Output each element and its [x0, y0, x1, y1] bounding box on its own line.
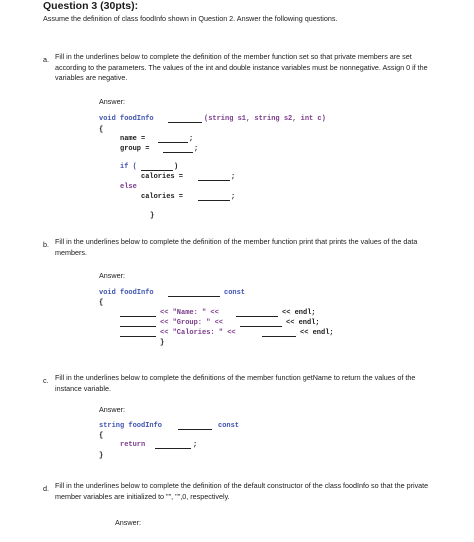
part-a-calories-assign-2: calories = — [141, 193, 184, 201]
part-c-answer-label: Answer: — [99, 405, 125, 414]
part-a-if-keyword: if ( — [120, 163, 137, 171]
part-b-line1-left: << "Name: " << — [160, 309, 219, 317]
part-c-semicolon: ; — [193, 441, 198, 449]
part-a-blank-group[interactable] — [163, 152, 193, 153]
part-c-signature-const: const — [218, 422, 240, 430]
question-title: Question 3 (30pts): — [43, 0, 139, 12]
part-a-semicolon-4: ; — [231, 193, 236, 201]
part-a-close-brace: } — [150, 212, 155, 220]
part-a-marker: a. — [43, 55, 49, 64]
part-c-blank-function-name[interactable] — [178, 429, 212, 430]
part-a-blank-calories-1[interactable] — [198, 180, 230, 181]
part-b-marker: b. — [43, 240, 49, 249]
part-b-blank-group[interactable] — [240, 326, 282, 327]
part-a-signature-params: (string s1, string s2, int c) — [204, 115, 326, 123]
part-c-signature-string: string foodInfo — [99, 422, 163, 430]
part-b-line1-right: << endl; — [282, 309, 316, 317]
part-b-blank-name[interactable] — [236, 316, 278, 317]
part-a-blank-function-name[interactable] — [168, 122, 202, 123]
part-b-blank-calories[interactable] — [262, 336, 296, 337]
part-b-blank-stream-2[interactable] — [120, 326, 156, 327]
part-a-text: Fill in the underlines below to complete the definition of the member function set so that private members are set according to the parameters. The values of the int and double instance variables must be nonnegative. Assign 0 if the variables are negative. — [55, 52, 428, 83]
part-a-if-close: ) — [174, 163, 179, 171]
part-a-blank-condition[interactable] — [141, 170, 173, 171]
part-a-else-keyword: else — [120, 183, 137, 191]
part-a-answer-label: Answer: — [99, 97, 125, 106]
part-d-marker: d. — [43, 484, 49, 493]
question-intro: Assume the definition of class foodInfo shown in Question 2. Answer the following questions. — [43, 14, 338, 23]
part-a-blank-calories-2[interactable] — [198, 200, 230, 201]
part-a-semicolon-3: ; — [231, 173, 236, 181]
part-b-close-brace: } — [160, 339, 165, 347]
part-a-signature-void: void foodInfo — [99, 115, 154, 123]
part-c-close-brace: } — [99, 452, 104, 460]
part-c-return-keyword: return — [120, 441, 146, 449]
part-b-text: Fill in the underlines below to complete the definition of the member function print that prints the values of the data members. — [55, 237, 418, 257]
part-b-open-brace: { — [99, 299, 104, 307]
part-b-blank-stream-3[interactable] — [120, 336, 156, 337]
part-a-name-assign: name = — [120, 135, 146, 143]
part-a-group-assign: group = — [120, 145, 150, 153]
part-b-signature-void: void foodInfo — [99, 289, 154, 297]
part-a-blank-name[interactable] — [158, 142, 188, 143]
part-c-blank-return[interactable] — [155, 448, 191, 449]
part-a-calories-assign-1: calories = — [141, 173, 184, 181]
part-c-marker: c. — [43, 376, 49, 385]
part-b-line3-left: << "Calories: " << — [160, 329, 236, 337]
part-b-answer-label: Answer: — [99, 271, 125, 280]
part-b-signature-const: const — [224, 289, 246, 297]
part-a-open-brace: { — [99, 126, 104, 134]
part-a-semicolon-1: ; — [189, 135, 194, 143]
part-b-blank-stream-1[interactable] — [120, 316, 156, 317]
part-d-answer-label: Answer: — [115, 518, 141, 527]
part-b-line2-left: << "Group: " << — [160, 319, 224, 327]
part-b-line2-right: << endl; — [286, 319, 320, 327]
part-a-semicolon-2: ; — [194, 145, 199, 153]
part-d-text: Fill in the underlines below to complete the definition of the default constructor of the class foodInfo so that the private member variables are initialized to "", "",0, respectively. — [55, 481, 429, 501]
part-b-line3-right: << endl; — [300, 329, 334, 337]
part-b-blank-function-name[interactable] — [168, 296, 220, 297]
part-c-text: Fill in the underlines below to complete the definitions of the member function getName to return the values of the instance variable. — [55, 373, 416, 393]
part-c-open-brace: { — [99, 432, 104, 440]
